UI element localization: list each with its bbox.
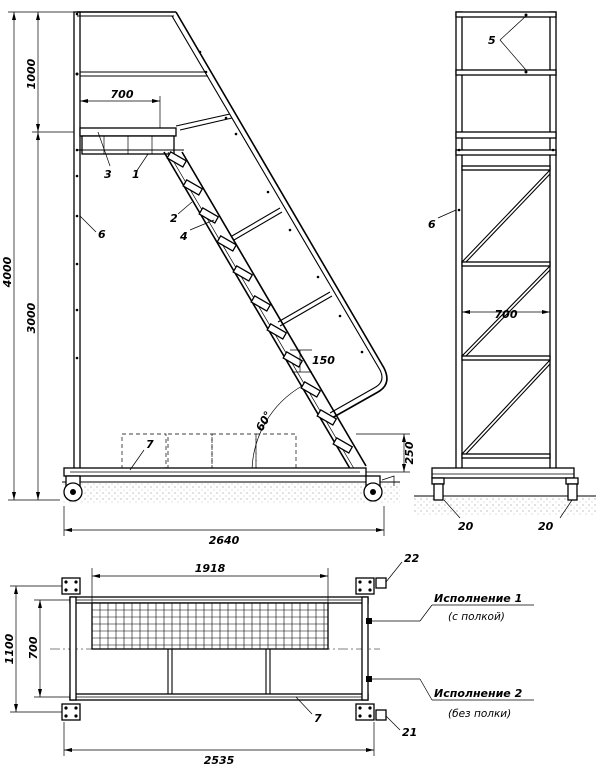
dim-inner-width: 700 [27,636,40,660]
callout-20-right: 20 [538,520,554,533]
callout-2: 2 [170,212,178,225]
dim-overall-length: 2535 [203,754,235,767]
version-2-title: Исполнение 2 [434,687,523,700]
steps [167,152,352,453]
dim-rail-height: 1000 [25,58,38,90]
angle-label: 60° [253,408,276,434]
dim-bottom-step: 250 [403,441,416,465]
side-view [1,12,416,547]
callout-21: 21 [402,726,418,739]
front-wheel-left [432,478,444,500]
callout-7: 7 [146,438,154,451]
front-wheel-right [566,478,578,500]
side-ground [62,482,400,504]
version-1-note: (с полкой) [448,611,505,623]
front-post-right [550,12,556,476]
dim-platform-height: 3000 [25,302,38,334]
front-view [414,12,596,533]
wheel-rear [64,476,82,501]
callout-6-front: 6 [428,218,436,231]
version-2-marker [366,676,372,682]
callout-3: 3 [104,168,112,181]
dim-step-depth: 150 [312,354,335,367]
dim-platform-length: 1918 [194,562,226,575]
front-post-left [456,12,462,476]
dim-overall-width: 1100 [3,633,16,665]
callout-7-plan: 7 [314,712,322,725]
version-1-title: Исполнение 1 [434,592,523,605]
plan-view [3,552,534,767]
platform [80,128,176,136]
dim-front-width: 700 [494,308,518,321]
version-2-note: (без полки) [448,708,512,720]
callout-4: 4 [180,230,188,243]
stringer-back [182,152,366,466]
version-1-marker [366,618,372,624]
callout-5: 5 [488,34,496,47]
dim-platform-depth: 700 [110,88,134,101]
dim-total-height: 4000 [1,256,14,288]
callout-20-left: 20 [458,520,474,533]
callout-22: 22 [404,552,420,565]
rear-post [74,12,80,480]
callout-6: 6 [98,228,106,241]
plan-grid-platform [92,603,328,649]
dim-base-length: 2640 [208,534,240,547]
callout-1: 1 [132,168,140,181]
